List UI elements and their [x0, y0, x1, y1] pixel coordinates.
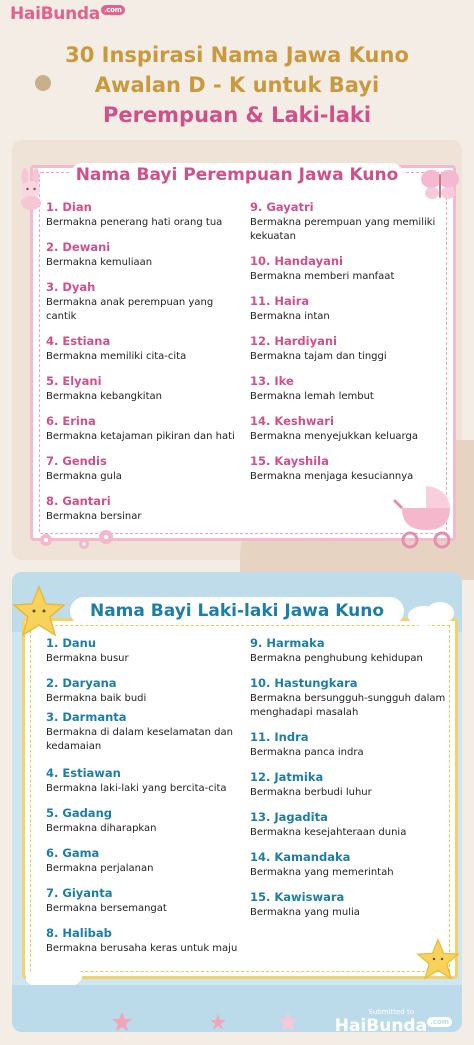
- list-item: [46, 374, 246, 404]
- footer-watermark: HaiBunda $^{.com}$: [335, 1016, 452, 1036]
- list-item: [46, 676, 246, 706]
- title-line-1: 30 Inspirasi Nama Jawa Kuno: [65, 43, 409, 67]
- name-label: 3. Dyah: [46, 280, 96, 294]
- starfish-icon: [110, 1010, 370, 1034]
- meaning-text: Bermakna bersemangat: [46, 903, 167, 914]
- meaning-text: Bermakna tajam dan tinggi: [250, 351, 387, 362]
- meaning-text: Bermakna yang mulia: [250, 907, 360, 918]
- meaning-text: Bermakna berbudi luhur: [250, 787, 372, 798]
- top-bar: [0, 0, 474, 28]
- list-item: [250, 676, 450, 720]
- list-item: [46, 454, 246, 484]
- meaning-text: Bermakna panca indra: [250, 747, 364, 758]
- page-title: [0, 40, 474, 130]
- star-icon: [12, 585, 66, 637]
- list-item: [250, 200, 450, 244]
- name-label: 11. Haira: [250, 294, 310, 308]
- name-label: 6. Erina: [46, 414, 96, 428]
- list-item: [46, 766, 246, 796]
- name-label: 4. Estiawan: [46, 766, 121, 780]
- submitted-label: Submitted to: [368, 1008, 414, 1016]
- name-label: 10. Handayani: [250, 254, 343, 268]
- meaning-text: Bermakna penghubung kehidupan: [250, 653, 423, 664]
- list-item: [46, 806, 246, 836]
- meaning-text: Bermakna penerang hati orang tua: [46, 217, 223, 228]
- list-item: [46, 240, 246, 270]
- title-line-3: Perempuan & Laki-laki: [102, 103, 372, 127]
- brand-logo[interactable]: HaiBunda $^{.com}$: [10, 4, 125, 24]
- meaning-text: Bermakna gula: [46, 471, 122, 482]
- footer-watermark-suffix: .com: [427, 1017, 452, 1027]
- meaning-text: Bermakna bersungguh-sungguh dalam menghadapi masalah: [250, 693, 446, 718]
- meaning-text: Bermakna intan: [250, 311, 330, 322]
- meaning-text: Bermakna baik budi: [46, 693, 147, 704]
- list-item: [250, 890, 450, 920]
- list-item: [250, 636, 450, 666]
- list-item: [250, 810, 450, 840]
- male-heading: Nama Bayi Laki-laki Jawa Kuno: [89, 601, 385, 621]
- name-label: 14. Kamandaka: [250, 850, 351, 864]
- list-item: [46, 886, 246, 916]
- list-item: [250, 770, 450, 800]
- list-item: [46, 846, 246, 876]
- list-item: [250, 294, 450, 324]
- name-label: 5. Elyani: [46, 374, 102, 388]
- list-item: [46, 494, 246, 524]
- meaning-text: Bermakna di dalam keselamatan dan kedamaian: [46, 727, 233, 752]
- list-item: [250, 730, 450, 760]
- name-label: 14. Keshwari: [250, 414, 334, 428]
- list-item: [46, 280, 246, 324]
- name-label: 4. Estiana: [46, 334, 111, 348]
- meaning-text: Bermakna kebangkitan: [46, 391, 162, 402]
- list-item: [46, 926, 246, 956]
- list-item: [46, 334, 246, 364]
- list-item: [250, 334, 450, 364]
- list-item: [46, 710, 246, 754]
- flower-icon: [36, 528, 126, 554]
- meaning-text: Bermakna kemuliaan: [46, 257, 153, 268]
- stroller-icon: [392, 480, 458, 550]
- name-label: 13. Jagadita: [250, 810, 328, 824]
- name-label: 2. Daryana: [46, 676, 117, 690]
- name-label: 7. Giyanta: [46, 886, 113, 900]
- meaning-text: Bermakna menjaga kesuciannya: [250, 471, 414, 482]
- name-label: 12. Jatmika: [250, 770, 324, 784]
- meaning-text: Bermakna kesejahteraan dunia: [250, 827, 407, 838]
- name-label: 9. Harmaka: [250, 636, 325, 650]
- meaning-text: Bermakna perjalanan: [46, 863, 154, 874]
- list-item: [46, 636, 246, 666]
- name-label: 2. Dewani: [46, 240, 111, 254]
- star-icon: [416, 938, 460, 980]
- meaning-text: Bermakna busur: [46, 653, 129, 664]
- meaning-text: Bermakna anak perempuan yang cantik: [46, 297, 214, 322]
- meaning-text: Bermakna perempuan yang memiliki kekuatan: [250, 217, 436, 242]
- list-item: [46, 414, 246, 444]
- name-label: 15. Kayshila: [250, 454, 329, 468]
- list-item: [250, 374, 450, 404]
- name-label: 9. Gayatri: [250, 200, 314, 214]
- meaning-text: Bermakna diharapkan: [46, 823, 157, 834]
- name-label: 12. Hardiyani: [250, 334, 337, 348]
- meaning-text: Bermakna yang memerintah: [250, 867, 394, 878]
- meaning-text: Bermakna laki-laki yang bercita-cita: [46, 783, 227, 794]
- meaning-text: Bermakna berusaha keras untuk maju: [46, 943, 238, 954]
- list-item: [250, 850, 450, 880]
- meaning-text: Bermakna menyejukkan keluarga: [250, 431, 418, 442]
- name-label: 3. Darmanta: [46, 710, 127, 724]
- list-item: [250, 254, 450, 284]
- meaning-text: Bermakna bersinar: [46, 511, 142, 522]
- title-line-2: Awalan D - K untuk Bayi: [94, 73, 380, 97]
- name-label: 6. Gama: [46, 846, 100, 860]
- name-label: 10. Hastungkara: [250, 676, 358, 690]
- name-label: 7. Gendis: [46, 454, 107, 468]
- name-label: 15. Kawiswara: [250, 890, 345, 904]
- meaning-text: Bermakna memiliki cita-cita: [46, 351, 187, 362]
- meaning-text: Bermakna lemah lembut: [250, 391, 374, 402]
- name-label: 1. Dian: [46, 200, 92, 214]
- name-label: 1. Danu: [46, 636, 97, 650]
- cloud-icon: [404, 600, 460, 628]
- name-label: 8. Halibab: [46, 926, 112, 940]
- meaning-text: Bermakna memberi manfaat: [250, 271, 395, 282]
- name-label: 8. Gantari: [46, 494, 111, 508]
- bunny-icon: [14, 168, 48, 210]
- list-item: [250, 414, 450, 444]
- name-label: 13. Ike: [250, 374, 294, 388]
- name-label: 11. Indra: [250, 730, 309, 744]
- name-label: 5. Gadang: [46, 806, 112, 820]
- meaning-text: Bermakna ketajaman pikiran dan hati: [46, 431, 235, 442]
- list-item: [46, 200, 246, 230]
- brand-suffix: .com: [101, 5, 125, 15]
- female-heading: Nama Bayi Perempuan Jawa Kuno: [75, 165, 399, 185]
- butterfly-icon: [420, 168, 460, 202]
